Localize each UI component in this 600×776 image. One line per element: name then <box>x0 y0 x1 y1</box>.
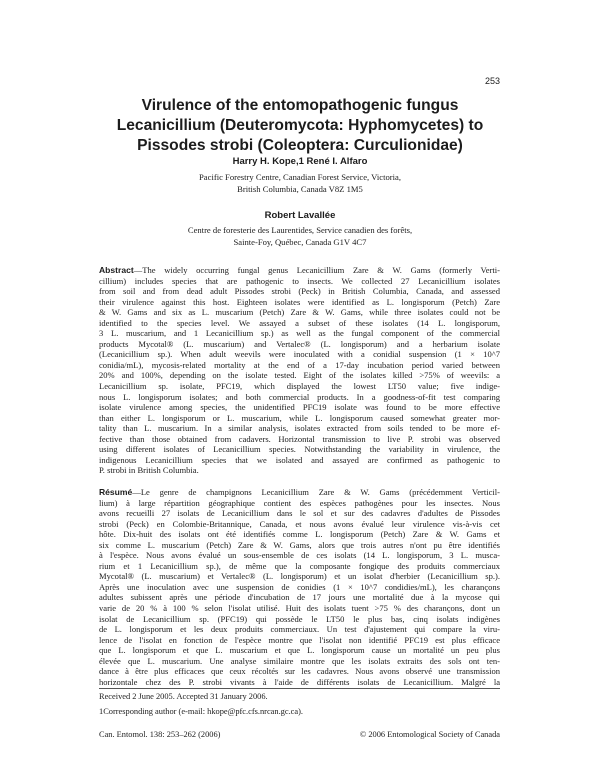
text-line: dance à être plus efficaces que ceux récoltés sur les cadavres. Nous avons observé une transmission <box>99 666 500 677</box>
text-line: Après une inoculation avec une suspension de conidies (1 × 10^7 condidies/mL), les charançons <box>99 581 500 592</box>
abstract <box>99 265 500 476</box>
text-line: horizontale chez des P. strobi vivants à l'aide de différents isolats de Lecanicillium. Malgré la <box>99 676 500 687</box>
text-line-content: —The widely occurring fungal genus Lecanicillium Zare & W. Gams (formerly Verti- <box>133 265 500 275</box>
text-line: strobi (Peck) en Colombie-Britannique, Canada, et nous avons évalué leur virulence vis-à-vis cet <box>99 518 500 529</box>
affiliation-line: Pacific Forestry Centre, Canadian Forest Service, Victoria, <box>199 172 401 182</box>
text-line: adultes subissent après une période d'incubation de 17 jours une mortalité due à la mycose qui <box>99 592 500 603</box>
copyright: © 2006 Entomological Society of Canada <box>359 730 500 739</box>
author-lavallee: Robert Lavallée <box>264 210 336 221</box>
text-line-content: —Le genre de champignons Lecanicillium Zare & W. Gams (précédemment Verticil- <box>132 487 500 497</box>
affiliation-line: Sainte-Foy, Québec, Canada G1V 4C7 <box>233 236 367 247</box>
title-line-3: Pissodes strobi (Coleoptera: Curculionidae) <box>137 137 463 154</box>
text-line: rium et 1 Lecanicillium sp.), de même que la composante fongique des produits commerciaux <box>99 560 500 571</box>
text-line: fective than those obtained from cadavers. Horizontal transmission to live P. strobi was observed <box>99 433 500 444</box>
text-line: (Lecanicillium sp.). When adult weevils were inoculated with a conidial suspension (1 × 10^7 <box>99 349 500 360</box>
text-line: their virulence against this host. Eighteen isolates were identified as L. longisporum (Petch) Zare <box>99 296 500 307</box>
affiliation-pfc <box>110 172 490 195</box>
text-line: isolat de Lecanicillium sp. (PFC19) qui possède le LT50 le plus bas, cinq isolats indigènes <box>99 613 500 624</box>
text-line: cillium) includes species that are pathogenic to insects. We collected 27 Lecanicillium isolates <box>99 275 500 286</box>
journal-citation: Can. Entomol. 138: 253–262 (2006) <box>99 730 221 739</box>
text-line: que L. longisporum et que L. muscarium et que L. longisporum cause un mortalité un peu plus <box>99 645 500 656</box>
page-number: 253 <box>484 76 500 86</box>
resume-label: Résumé <box>99 487 133 497</box>
text-line: P. strobi in British Columbia. <box>99 465 199 476</box>
text-line: using different isolates of Lecanicillium species. Notwithstanding the variability in virulence, the <box>99 444 500 455</box>
text-line: tality than L. muscarium. In a similar analysis, isolates extracted from soils tended to be more ef- <box>99 423 500 434</box>
text-line: lium) à large répartition géographique contient des espèces pathogènes pour les insectes. Nous <box>99 497 500 508</box>
text-line: from soil and from dead adult Pissodes strobi (Peck) in British Columbia, Canada, and assessed <box>99 286 500 297</box>
text-line: products Mycotal® (L. muscarium) and Vertalec® (L. longisporum) and a herbarium isolate <box>99 338 500 349</box>
text-line: identified to the species level. We assayed a subset of these isolates (14 L. longisporum, <box>99 317 500 328</box>
text-line: Mycotal® (L. muscarium) et Vertalec® (L. longisporum) et un isolat d'herbier (Lecanicillium sp.). <box>99 571 500 582</box>
corresponding-author-note <box>99 707 303 716</box>
affiliation-cfl <box>110 225 490 248</box>
text-line: indigenous Lecanicillium species that we isolated and assayed are confirmed as pathogenic to <box>99 454 500 465</box>
text-line <box>99 265 500 276</box>
affiliation-line: British Columbia, Canada V8Z 1M5 <box>237 183 363 194</box>
affiliation-line: Centre de foresterie des Laurentides, Service canadien des forêts, <box>187 225 413 235</box>
text-line: 3 L. muscarium, and 1 Lecanicillium sp.) as well as the fungal component of the commercial <box>99 328 500 339</box>
text-line: & W. Gams and six as L. muscarium (Petch) Zare & W. Gams, while three isolates could not be <box>99 307 500 318</box>
resume <box>99 487 500 687</box>
article-title <box>110 96 490 156</box>
text-line: varie de 20 % à 100 % selon l'isolat utilisé. Huit des isolats tuent >75 % des charançons, dont un <box>99 603 500 614</box>
received-note: Received 2 June 2005. Accepted 31 January 2006. <box>99 692 268 701</box>
text-line: isolate virulence among species, the unidentified PFC19 isolate was found to be more effective <box>99 402 500 413</box>
authors-line: Harry H. Kope,1 René I. Alfaro <box>232 156 368 167</box>
text-line: six comme L. muscarium (Petch) Zare & W. Gams, alors que trois autres n'ont pu être identifiés <box>99 539 500 550</box>
text-line: à l'espèce. Nous avons évalué un sous-ensemble de ces isolats (14 L. longisporum, 3 L. musca- <box>99 550 500 561</box>
abstract-label: Abstract <box>99 265 134 275</box>
text-line <box>99 487 500 498</box>
text-line: de L. longisporum et les deux produits commerciaux. Un test d'ajustement qui compare la viru- <box>99 624 500 635</box>
text-line: nous L. longisporum isolates; and both commercial products. In a goodness-of-fit test comparing <box>99 391 500 402</box>
text-line: lence de l'isolat en fonction de l'espèce montre que l'isolat non identifié PFC19 est plus efficace <box>99 634 500 645</box>
text-line: Lecanicillium sp. isolate, PFC19, which displayed the lowest LT50 value; five indige- <box>99 381 500 392</box>
text-line: hôte. Dix-huit des isolats ont été identifiés comme L. longisporum (Petch) Zare & W. Gams et <box>99 529 500 540</box>
text-line: élevée que L. muscarium. Une analyse similaire montre que les isolats extraits des sols ont ten- <box>99 655 500 666</box>
title-line-2: Lecanicillium (Deuteromycota: Hyphomycetes) to <box>116 117 484 134</box>
text-line: than either L. longisporum or L. muscarium, while L. longisporum caused somewhat greater mor- <box>99 412 500 423</box>
text-line: conidia/mL), mycosis-related mortality at the end of a 17-day incubation period varied between <box>99 359 500 370</box>
text-line: avons recueilli 27 isolats de Lecanicillium dans le sol et sur des cadavres d'adultes de Pissodes <box>99 508 500 519</box>
corresponding-author-text: 1Corresponding author (e-mail: hkope@pfc.cfs.nrcan.gc.ca). <box>99 707 303 716</box>
title-line-1: Virulence of the entomopathogenic fungus <box>141 97 459 114</box>
footnote-divider <box>99 688 500 689</box>
text-line: 20% and 100%, depending on the isolate tested. Eight of the isolates killed >75% of weevils: a <box>99 370 500 381</box>
